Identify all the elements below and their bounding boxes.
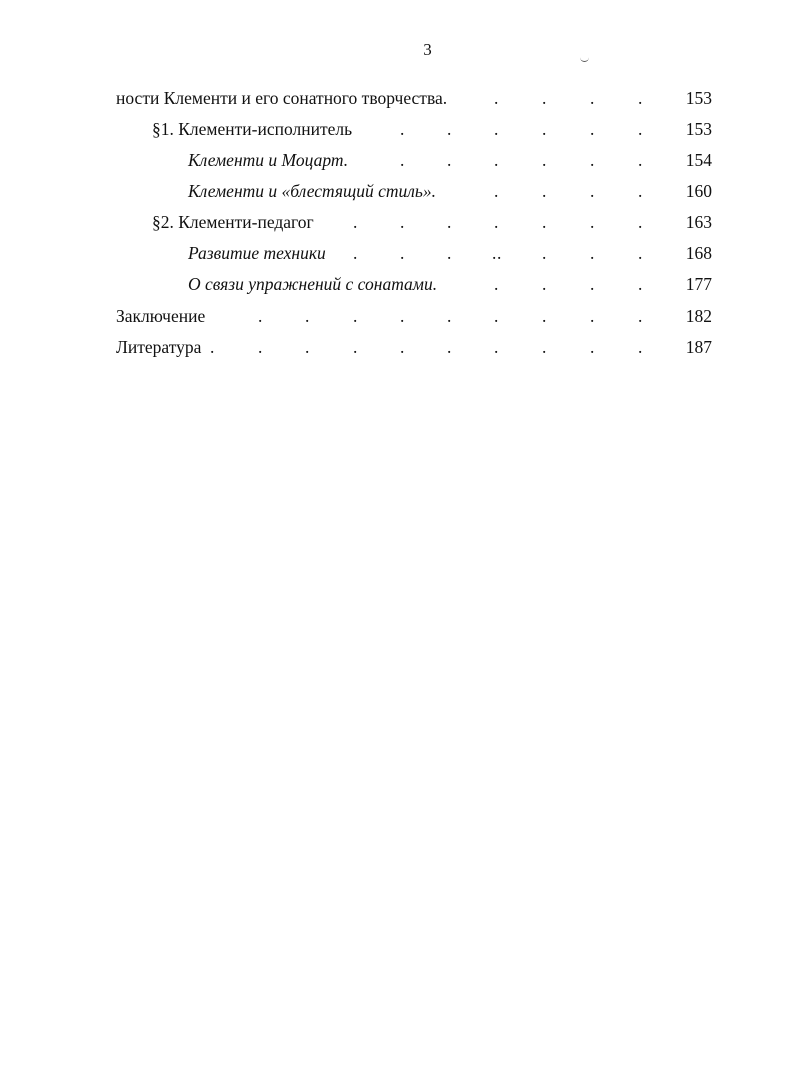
toc-entry-page: 163 xyxy=(685,212,712,232)
leader-dot: . xyxy=(638,337,643,357)
toc-entry xyxy=(0,333,795,361)
leader-dot: . xyxy=(638,306,643,326)
leader-dot: . xyxy=(590,88,595,108)
leader-dot: . xyxy=(590,119,595,139)
toc-entry-page: 160 xyxy=(685,181,712,201)
leader-dot: . xyxy=(638,274,643,294)
toc-entry-page: 154 xyxy=(685,150,712,170)
leader-dot: . xyxy=(542,274,547,294)
toc-entry-title: Заключение xyxy=(116,306,206,326)
leader-dot: . xyxy=(590,243,595,263)
leader-dot: . xyxy=(638,150,643,170)
leader-dot: . xyxy=(400,212,405,232)
leader-dot: . xyxy=(497,243,502,263)
leader-dot: . xyxy=(353,337,358,357)
toc-entry xyxy=(0,115,795,143)
leader-dot: . xyxy=(638,88,643,108)
leader-dot: . xyxy=(400,337,405,357)
toc-entry-title: Литература xyxy=(116,337,202,357)
toc-entry-title: О связи упражнений с сонатами. xyxy=(188,274,438,294)
table-of-contents xyxy=(0,84,795,384)
leader-dot: . xyxy=(447,243,452,263)
toc-entry-title: Развитие техники xyxy=(188,243,326,263)
leader-dot: . xyxy=(400,119,405,139)
toc-entry xyxy=(0,270,795,298)
leader-dot: . xyxy=(638,119,643,139)
leader-dot: . xyxy=(542,337,547,357)
leader-dot: . xyxy=(494,274,499,294)
leader-dot: . xyxy=(542,212,547,232)
toc-entry xyxy=(0,239,795,267)
leader-dot: . xyxy=(305,337,310,357)
page-number: 3 xyxy=(423,40,432,59)
leader-dot: . xyxy=(542,150,547,170)
leader-dot: . xyxy=(590,150,595,170)
leader-dot: . xyxy=(494,150,499,170)
leader-dot: . xyxy=(494,212,499,232)
leader-dot: . xyxy=(542,88,547,108)
toc-entry-page: 153 xyxy=(685,119,712,139)
leader-dot: . xyxy=(590,337,595,357)
leader-dot: . xyxy=(258,306,263,326)
toc-entry-page: 187 xyxy=(685,337,712,357)
leader-dot: . xyxy=(590,306,595,326)
toc-entry-title: Клементи и Моцарт. xyxy=(188,150,349,170)
toc-entry xyxy=(0,208,795,236)
leader-dot: . xyxy=(353,306,358,326)
leader-dot: . xyxy=(638,181,643,201)
leader-dot: . xyxy=(638,212,643,232)
leader-dot: . xyxy=(447,337,452,357)
leader-dot: . xyxy=(638,243,643,263)
toc-entry-page: 182 xyxy=(685,306,712,326)
leader-dot: . xyxy=(542,119,547,139)
leader-dot: . xyxy=(305,306,310,326)
leader-dot: . xyxy=(447,212,452,232)
toc-entry xyxy=(0,302,795,330)
toc-entry xyxy=(0,177,795,205)
toc-entry xyxy=(0,146,795,174)
toc-entry xyxy=(0,84,795,112)
leader-dot: . xyxy=(542,181,547,201)
leader-dot: . xyxy=(447,306,452,326)
toc-entry-page: 177 xyxy=(685,274,712,294)
toc-entry-title: §1. Клементи-исполнитель xyxy=(152,119,353,139)
leader-dot: . xyxy=(447,150,452,170)
toc-entry-title: Клементи и «блестящий стиль». xyxy=(188,181,436,201)
scan-artifact-mark xyxy=(580,56,589,62)
leader-dot: . xyxy=(353,243,358,263)
leader-dot: . xyxy=(590,181,595,201)
leader-dot: . xyxy=(258,337,263,357)
leader-dot: . xyxy=(590,274,595,294)
leader-dot: . xyxy=(353,212,358,232)
leader-dot: . xyxy=(494,306,499,326)
leader-dot: . xyxy=(494,181,499,201)
leader-dot: . xyxy=(400,243,405,263)
toc-entry-page: 153 xyxy=(685,88,712,108)
leader-dot: . xyxy=(494,337,499,357)
leader-dot: . xyxy=(494,119,499,139)
leader-dot: . xyxy=(542,306,547,326)
leader-dot: . xyxy=(542,243,547,263)
toc-entry-title: ности Клементи и его сонатного творчества. xyxy=(116,88,448,108)
leader-dot: . xyxy=(494,88,499,108)
leader-dot: . xyxy=(400,306,405,326)
toc-entry-title: §2. Клементи-педагог xyxy=(152,212,314,232)
toc-entry-page: 168 xyxy=(685,243,712,263)
leader-dot: . xyxy=(590,212,595,232)
leader-dot: . xyxy=(492,243,497,263)
leader-dot: . xyxy=(400,150,405,170)
leader-dot: . xyxy=(447,119,452,139)
leader-dot: . xyxy=(210,337,215,357)
